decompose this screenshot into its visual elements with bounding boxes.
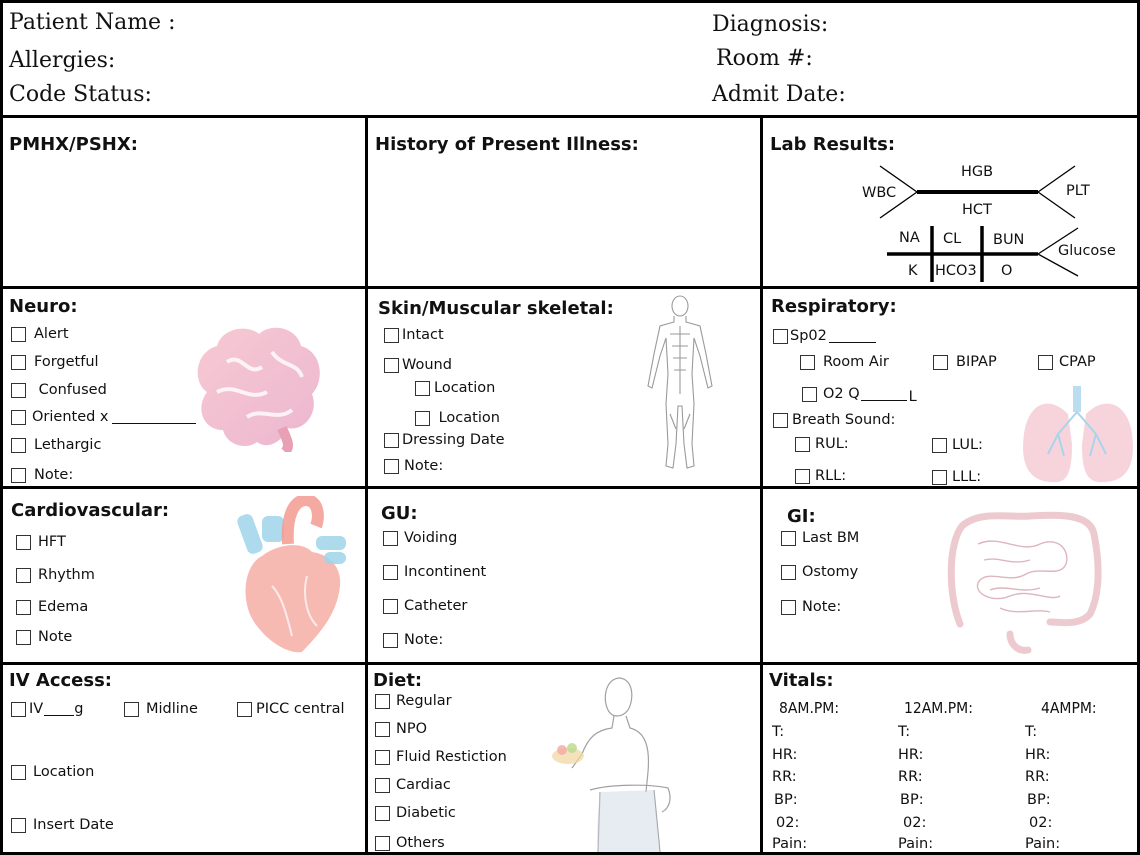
checkbox[interactable] bbox=[781, 565, 796, 580]
vitals-title: Vitals: bbox=[769, 670, 834, 691]
checkbox[interactable] bbox=[415, 411, 430, 426]
diet-regular-checkbox[interactable] bbox=[375, 693, 452, 709]
vitals-bp: BP: bbox=[774, 792, 798, 808]
checkbox[interactable] bbox=[773, 413, 788, 428]
gi-ostomy-checkbox[interactable] bbox=[781, 564, 858, 580]
vitals-temp: T: bbox=[772, 724, 785, 740]
vitals-temp: T: bbox=[898, 724, 911, 740]
iv-title: IV Access: bbox=[9, 670, 112, 691]
option-label: Others bbox=[396, 835, 445, 851]
gi-note-checkbox[interactable] bbox=[781, 599, 841, 615]
resp-spo2-checkbox[interactable] bbox=[773, 328, 876, 344]
divider bbox=[0, 662, 1140, 665]
gu-voiding-checkbox[interactable] bbox=[383, 530, 457, 546]
checkbox[interactable] bbox=[415, 381, 430, 396]
iv-insert-date-checkbox[interactable] bbox=[11, 817, 114, 833]
labs-title: Lab Results: bbox=[770, 134, 896, 155]
option-label: PICC central bbox=[256, 701, 345, 717]
checkbox[interactable] bbox=[383, 599, 398, 614]
checkbox[interactable] bbox=[1038, 355, 1053, 370]
cardio-title: Cardiovascular: bbox=[11, 500, 170, 521]
option-label: Midline bbox=[146, 701, 198, 717]
checkbox[interactable] bbox=[11, 383, 26, 398]
option-label: O2 Q bbox=[823, 386, 860, 402]
checkbox[interactable] bbox=[16, 568, 31, 583]
gu-note-checkbox[interactable] bbox=[383, 632, 443, 648]
diet-cardiac-checkbox[interactable] bbox=[375, 777, 451, 793]
neuro-note-checkbox[interactable] bbox=[11, 467, 73, 483]
skin-wound-checkbox[interactable] bbox=[384, 357, 452, 373]
option-label: Note: bbox=[802, 599, 842, 615]
neuro-lethargic-checkbox[interactable] bbox=[11, 437, 101, 453]
vitals-rr: RR: bbox=[772, 769, 797, 785]
checkbox[interactable] bbox=[383, 633, 398, 648]
gu-catheter-checkbox[interactable] bbox=[383, 598, 467, 614]
checkbox[interactable] bbox=[11, 468, 26, 483]
checkbox[interactable] bbox=[11, 702, 26, 717]
option-label: Dressing Date bbox=[402, 432, 505, 448]
lab-plt: PLT bbox=[1066, 183, 1090, 199]
divider bbox=[365, 115, 368, 855]
checkbox[interactable] bbox=[124, 702, 139, 717]
checkbox[interactable] bbox=[11, 327, 26, 342]
checkbox[interactable] bbox=[237, 702, 252, 717]
option-label: LUL: bbox=[952, 437, 983, 453]
vitals-pain: Pain: bbox=[1025, 836, 1061, 852]
option-label: Oriented x bbox=[32, 409, 109, 425]
checkbox[interactable] bbox=[932, 438, 947, 453]
code-status-label: Code Status: bbox=[9, 82, 152, 107]
lab-hgb: HGB bbox=[961, 164, 994, 180]
vitals-o2: 02: bbox=[903, 815, 927, 831]
gi-title: GI: bbox=[787, 506, 816, 527]
lab-cl: CL bbox=[943, 231, 962, 247]
lab-hct: HCT bbox=[962, 202, 992, 218]
resp-bipap-checkbox[interactable] bbox=[933, 354, 997, 370]
checkbox[interactable] bbox=[11, 410, 26, 425]
checkbox[interactable] bbox=[11, 765, 26, 780]
checkbox[interactable] bbox=[375, 750, 390, 765]
iv-location-checkbox[interactable] bbox=[11, 764, 94, 780]
divider bbox=[760, 115, 763, 855]
checkbox[interactable] bbox=[375, 722, 390, 737]
option-label: Incontinent bbox=[404, 564, 487, 580]
iv-picc-checkbox[interactable] bbox=[237, 701, 345, 717]
option-label: LLL: bbox=[952, 469, 982, 485]
checkbox[interactable] bbox=[375, 836, 390, 851]
pmhx-title: PMHX/PSHX: bbox=[9, 134, 138, 155]
diet-npo-checkbox[interactable] bbox=[375, 721, 427, 737]
neuro-alert-checkbox[interactable] bbox=[11, 326, 69, 342]
option-label: RUL: bbox=[815, 436, 849, 452]
option-label: Location bbox=[33, 764, 95, 780]
vitals-pain: Pain: bbox=[898, 836, 934, 852]
checkbox[interactable] bbox=[383, 565, 398, 580]
vitals-o2: 02: bbox=[1029, 815, 1053, 831]
option-label: Fluid Restiction bbox=[396, 749, 507, 765]
vitals-bp: BP: bbox=[1027, 792, 1051, 808]
option-label: Forgetful bbox=[34, 354, 99, 370]
option-label: Breath Sound: bbox=[792, 412, 896, 428]
checkbox[interactable] bbox=[795, 469, 810, 484]
divider bbox=[0, 115, 1140, 118]
heart-icon bbox=[232, 496, 352, 656]
option-label: Room Air bbox=[823, 354, 889, 370]
diagnosis-label: Diagnosis: bbox=[712, 12, 829, 37]
option-label: HFT bbox=[38, 534, 66, 550]
checkbox[interactable] bbox=[375, 778, 390, 793]
iv-midline-checkbox[interactable] bbox=[124, 701, 198, 717]
checkbox[interactable] bbox=[384, 358, 399, 373]
option-label: Catheter bbox=[404, 598, 468, 614]
o2-unit: L bbox=[908, 389, 917, 405]
vitals-hr: HR: bbox=[772, 747, 798, 763]
resp-lul-checkbox[interactable] bbox=[932, 437, 983, 453]
checkbox[interactable] bbox=[773, 329, 788, 344]
neuro-forgetful-checkbox[interactable] bbox=[11, 354, 99, 370]
checkbox[interactable] bbox=[384, 433, 399, 448]
skin-intact-checkbox[interactable] bbox=[384, 327, 444, 343]
lab-bun: BUN bbox=[993, 232, 1025, 248]
vitals-pain: Pain: bbox=[772, 836, 808, 852]
diet-title: Diet: bbox=[373, 670, 423, 691]
option-label: Location bbox=[434, 410, 500, 426]
muscle-anatomy-icon bbox=[640, 294, 720, 474]
skin-note-checkbox[interactable] bbox=[384, 458, 443, 474]
cardio-note-checkbox[interactable] bbox=[16, 629, 72, 645]
skin-location-checkbox[interactable] bbox=[415, 380, 495, 396]
skin-title: Skin/Muscular skeletal: bbox=[378, 298, 614, 319]
option-label: Intact bbox=[402, 327, 444, 343]
vitals-temp: T: bbox=[1025, 724, 1038, 740]
lab-hco3: HCO3 bbox=[935, 263, 977, 279]
option-label: Confused bbox=[34, 382, 107, 398]
diet-woman-icon bbox=[550, 672, 700, 852]
option-label: Cardiac bbox=[396, 777, 451, 793]
option-label: BIPAP bbox=[956, 354, 997, 370]
diet-diabetic-checkbox[interactable] bbox=[375, 805, 456, 821]
patient-name-label: Patient Name : bbox=[9, 10, 176, 35]
admit-date-label: Admit Date: bbox=[712, 82, 846, 107]
lab-cr: O bbox=[1001, 263, 1013, 279]
diet-fluid-restriction-checkbox[interactable] bbox=[375, 749, 507, 765]
lungs-icon bbox=[1018, 384, 1138, 484]
vitals-o2: 02: bbox=[776, 815, 800, 831]
cardio-hft-checkbox[interactable] bbox=[16, 534, 66, 550]
checkbox[interactable] bbox=[11, 818, 26, 833]
checkbox[interactable] bbox=[16, 630, 31, 645]
respiratory-title: Respiratory: bbox=[771, 296, 897, 317]
checkbox[interactable] bbox=[933, 355, 948, 370]
option-label: Rhythm bbox=[38, 567, 95, 583]
vitals-time-8: 8AM.PM: bbox=[779, 699, 840, 717]
option-label: Edema bbox=[38, 599, 89, 615]
resp-rul-checkbox[interactable] bbox=[795, 436, 849, 452]
skin-dressing-checkbox[interactable] bbox=[384, 432, 505, 448]
option-label: Last BM bbox=[802, 530, 860, 546]
vitals-hr: HR: bbox=[898, 747, 924, 763]
option-label: Alert bbox=[34, 326, 69, 342]
option-label: Ostomy bbox=[802, 564, 859, 580]
option-label: Insert Date bbox=[33, 817, 114, 833]
divider bbox=[0, 486, 1140, 489]
checkbox[interactable] bbox=[781, 600, 796, 615]
vitals-hr: HR: bbox=[1025, 747, 1051, 763]
option-label: Sp02 bbox=[790, 328, 827, 344]
gu-incontinent-checkbox[interactable] bbox=[383, 564, 486, 580]
hpi-title: History of Present Illness: bbox=[375, 134, 639, 155]
option-label: IV bbox=[29, 701, 44, 717]
checkbox[interactable] bbox=[384, 459, 399, 474]
iv-gauge-checkbox[interactable] bbox=[11, 701, 83, 717]
option-label: Voiding bbox=[404, 530, 458, 546]
option-label: Note: bbox=[404, 458, 444, 474]
resp-rll-checkbox[interactable] bbox=[795, 468, 846, 484]
cardio-edema-checkbox[interactable] bbox=[16, 599, 88, 615]
lab-k: K bbox=[908, 263, 918, 279]
room-label: Room #: bbox=[716, 46, 813, 71]
vitals-time-4: 4AMPM: bbox=[1041, 699, 1097, 717]
option-label: Note: bbox=[404, 632, 444, 648]
checkbox[interactable] bbox=[802, 387, 817, 402]
gu-title: GU: bbox=[381, 503, 418, 524]
neuro-oriented-checkbox[interactable] bbox=[11, 409, 196, 425]
spo2-blank[interactable] bbox=[829, 330, 876, 343]
option-label: NPO bbox=[396, 721, 428, 737]
resp-cpap-checkbox[interactable] bbox=[1038, 354, 1096, 370]
intestines-icon bbox=[940, 504, 1110, 654]
vitals-bp: BP: bbox=[900, 792, 924, 808]
vitals-rr: RR: bbox=[1025, 769, 1050, 785]
option-label: Regular bbox=[396, 693, 452, 709]
skin-location-2-checkbox[interactable] bbox=[415, 410, 500, 426]
cardio-rhythm-checkbox[interactable] bbox=[16, 567, 95, 583]
diet-others-checkbox[interactable] bbox=[375, 835, 445, 851]
resp-o2-checkbox[interactable] bbox=[802, 386, 917, 405]
allergies-label: Allergies: bbox=[9, 48, 116, 73]
checkbox[interactable] bbox=[375, 694, 390, 709]
resp-breath-sound-checkbox[interactable] bbox=[773, 412, 895, 428]
checkbox[interactable] bbox=[375, 806, 390, 821]
option-label: RLL: bbox=[815, 468, 847, 484]
option-label: Location bbox=[434, 380, 496, 396]
brain-icon bbox=[187, 322, 327, 452]
checkbox[interactable] bbox=[781, 531, 796, 546]
checkbox[interactable] bbox=[795, 437, 810, 452]
resp-room-air-checkbox[interactable] bbox=[800, 354, 889, 370]
neuro-confused-checkbox[interactable] bbox=[11, 382, 107, 398]
resp-lll-checkbox[interactable] bbox=[932, 469, 981, 485]
checkbox[interactable] bbox=[16, 600, 31, 615]
option-label: Lethargic bbox=[34, 437, 102, 453]
o2-blank[interactable] bbox=[861, 388, 907, 401]
checkbox[interactable] bbox=[800, 355, 815, 370]
checkbox[interactable] bbox=[16, 535, 31, 550]
neuro-title: Neuro: bbox=[9, 296, 78, 317]
vitals-time-12: 12AM.PM: bbox=[904, 699, 973, 717]
gi-last-bm-checkbox[interactable] bbox=[781, 530, 859, 546]
lab-wbc: WBC bbox=[862, 185, 897, 201]
option-label: Note: bbox=[34, 467, 74, 483]
option-label: Diabetic bbox=[396, 805, 456, 821]
lab-na: NA bbox=[899, 230, 920, 246]
option-label: Note bbox=[38, 629, 73, 645]
checkbox[interactable] bbox=[11, 438, 26, 453]
checkbox[interactable] bbox=[384, 328, 399, 343]
option-label: CPAP bbox=[1059, 354, 1096, 370]
checkbox[interactable] bbox=[383, 531, 398, 546]
vitals-rr: RR: bbox=[898, 769, 923, 785]
checkbox[interactable] bbox=[932, 470, 947, 485]
option-label: Wound bbox=[402, 357, 452, 373]
checkbox[interactable] bbox=[11, 355, 26, 370]
iv-gauge-unit: g bbox=[74, 701, 84, 717]
iv-gauge-blank[interactable] bbox=[44, 703, 74, 716]
lab-glucose: Glucose bbox=[1058, 243, 1116, 259]
oriented-blank[interactable] bbox=[112, 411, 196, 424]
